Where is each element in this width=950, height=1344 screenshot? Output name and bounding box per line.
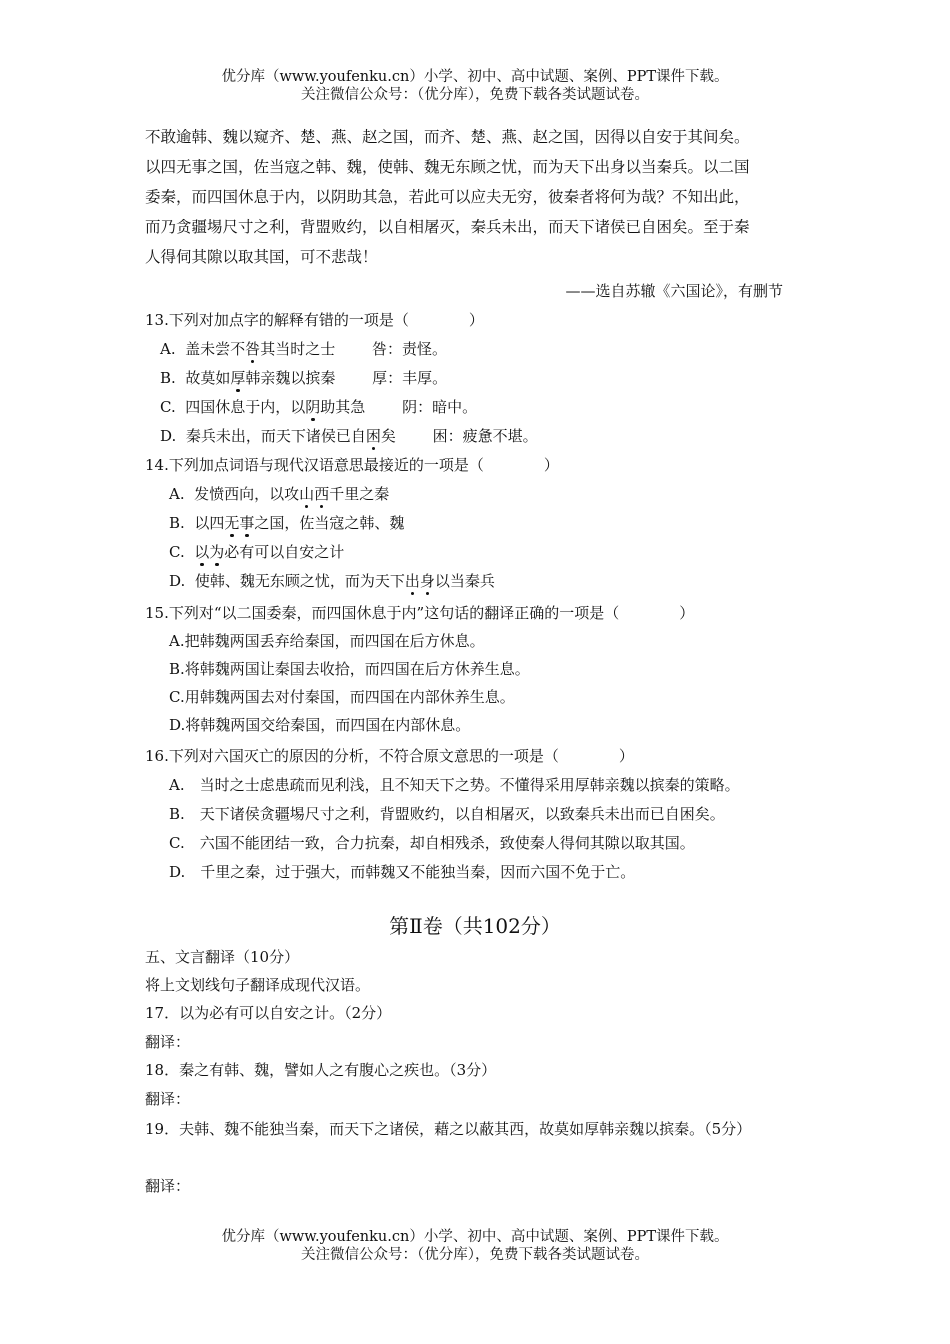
option-c: C.用韩魏两国去对付秦国，而四国在内部休养生息。: [169, 688, 515, 706]
option-gloss: 阴：暗中。: [402, 398, 478, 416]
dotted-char: 困: [365, 427, 381, 445]
passage-line: 委秦，而四国休息于内，以阴助其急，若此可以应夫无穷，彼秦者将何为哉？不知出此，: [145, 188, 750, 206]
dotted-char: 山: [299, 485, 315, 503]
option-d: D.将韩魏两国交给秦国，而四国在内部休息。: [169, 716, 471, 734]
option-b: B. 以四无事之国，佐当寇之韩、魏: [169, 514, 405, 532]
question-stem: 13.下列对加点字的解释有错的一项是（ ）: [145, 311, 484, 329]
question-15: [145, 602, 825, 736]
option-gloss: 厚：丰厚。: [372, 369, 448, 387]
header-line-2: 关注微信公众号：（优分库），免费下载各类试题试卷。: [301, 87, 649, 103]
dotted-char: 厚: [230, 369, 246, 387]
section-title: 第Ⅱ卷（共102分）: [389, 914, 561, 938]
dotted-char: 为: [209, 543, 225, 561]
question-stem: 16.下列对六国灭亡的原因的分析，不符合原文意思的一项是（ ）: [145, 747, 634, 765]
option-d: D. 千里之秦，过于强大，而韩魏又不能独当秦，因而六国不免于亡。: [169, 863, 636, 881]
option-a: A. 当时之士虑患疏而见利浅，且不知天下之势。不懂得采用厚韩亲魏以摈秦的策略。: [169, 776, 740, 794]
option-a: A.把韩魏两国丢弃给秦国，而四国在后方休息。: [169, 632, 485, 650]
passage-line: 不敢逾韩、魏以窥齐、楚、燕、赵之国，而齐、楚、燕、赵之国，因得以自安于其间矣。: [145, 128, 750, 146]
option-c: C. 六国不能团结一致，合力抗秦，却自相残杀，致使秦人得伺其隙以取其国。: [169, 834, 695, 852]
option-c: C. 四国休息于内，以阴助其急 阴：暗中。: [160, 398, 478, 416]
question-17: 17．以为必有可以自安之计。（2分）: [145, 1004, 392, 1022]
section-instruction: 将上文划线句子翻译成现代汉语。: [145, 976, 371, 994]
option-b: B. 故莫如厚韩亲魏以摈秦 厚：丰厚。: [160, 369, 448, 387]
dotted-char: 阴: [305, 398, 321, 416]
question-18: 18．秦之有韩、魏，譬如人之有腹心之疾也。（3分）: [145, 1061, 497, 1079]
question-16: [145, 745, 825, 883]
dotted-char: 西: [314, 485, 330, 503]
header-line-1: 优分库（www.youfenku.cn）小学、初中、高中试题、案例、PPT课件下载。: [221, 69, 729, 85]
option-c: C. 以为必有可以自安之计: [169, 543, 345, 561]
translate-label: 翻译：: [145, 1090, 191, 1108]
dotted-char: 出: [404, 572, 420, 590]
question-14: [145, 454, 825, 592]
question-stem: 14.下列加点词语与现代汉语意思最接近的一项是（ ）: [145, 456, 559, 474]
passage-line: 而乃贪疆埸尺寸之利，背盟败约，以自相屠灭，秦兵未出，而天下诸侯已自困矣。至于秦: [145, 218, 750, 236]
option-b: B. 天下诸侯贪疆埸尺寸之利，背盟败约，以自相屠灭，以致秦兵未出而已自困矣。: [169, 805, 725, 823]
translate-label: 翻译：: [145, 1177, 191, 1195]
passage: [145, 122, 815, 272]
question-19: 19．夫韩、魏不能独当秦，而天下之诸侯，藉之以蔽其西，故莫如厚韩亲魏以摈秦。（5分）: [145, 1120, 752, 1138]
section-part-heading: 五、文言翻译（10分）: [145, 948, 300, 966]
option-d: D. 秦兵未出，而天下诸侯已自困矣 困：疲惫不堪。: [160, 427, 538, 445]
footer-line-2: 关注微信公众号：（优分库），免费下载各类试题试卷。: [301, 1247, 649, 1263]
dotted-char: 无: [224, 514, 240, 532]
dotted-char: 咎: [245, 340, 261, 358]
dotted-char: 身: [419, 572, 435, 590]
translate-label: 翻译：: [145, 1033, 191, 1051]
passage-source: ——选自苏辙《六国论》，有删节: [565, 282, 783, 300]
option-gloss: 困：疲惫不堪。: [432, 427, 538, 445]
option-b: B.将韩魏两国让秦国去收拾，而四国在后方休养生息。: [169, 660, 530, 678]
dotted-char: 以: [194, 543, 210, 561]
question-13: [145, 309, 825, 447]
footer-line-1: 优分库（www.youfenku.cn）小学、初中、高中试题、案例、PPT课件下载。: [221, 1229, 729, 1245]
page-footer: [0, 1228, 950, 1264]
option-d: D. 使韩、魏无东顾之忧，而为天下出身以当秦兵: [169, 572, 495, 590]
dotted-char: 事: [239, 514, 255, 532]
option-gloss: 咎：责怪。: [371, 340, 447, 358]
question-stem: 15.下列对“以二国委秦，而四国休息于内”这句话的翻译正确的一项是（ ）: [145, 604, 695, 622]
passage-line: 以四无事之国，佐当寇之韩、魏，使韩、魏无东顾之忧，而为天下出身以当秦兵。以二国: [145, 158, 750, 176]
page-header: [0, 68, 950, 104]
passage-line: 人得伺其隙以取其国，可不悲哉！: [145, 248, 378, 266]
option-a: A. 盖未尝不咎其当时之士 咎：责怪。: [160, 340, 447, 358]
option-a: A. 发愤西向，以攻山西千里之秦: [169, 485, 390, 503]
